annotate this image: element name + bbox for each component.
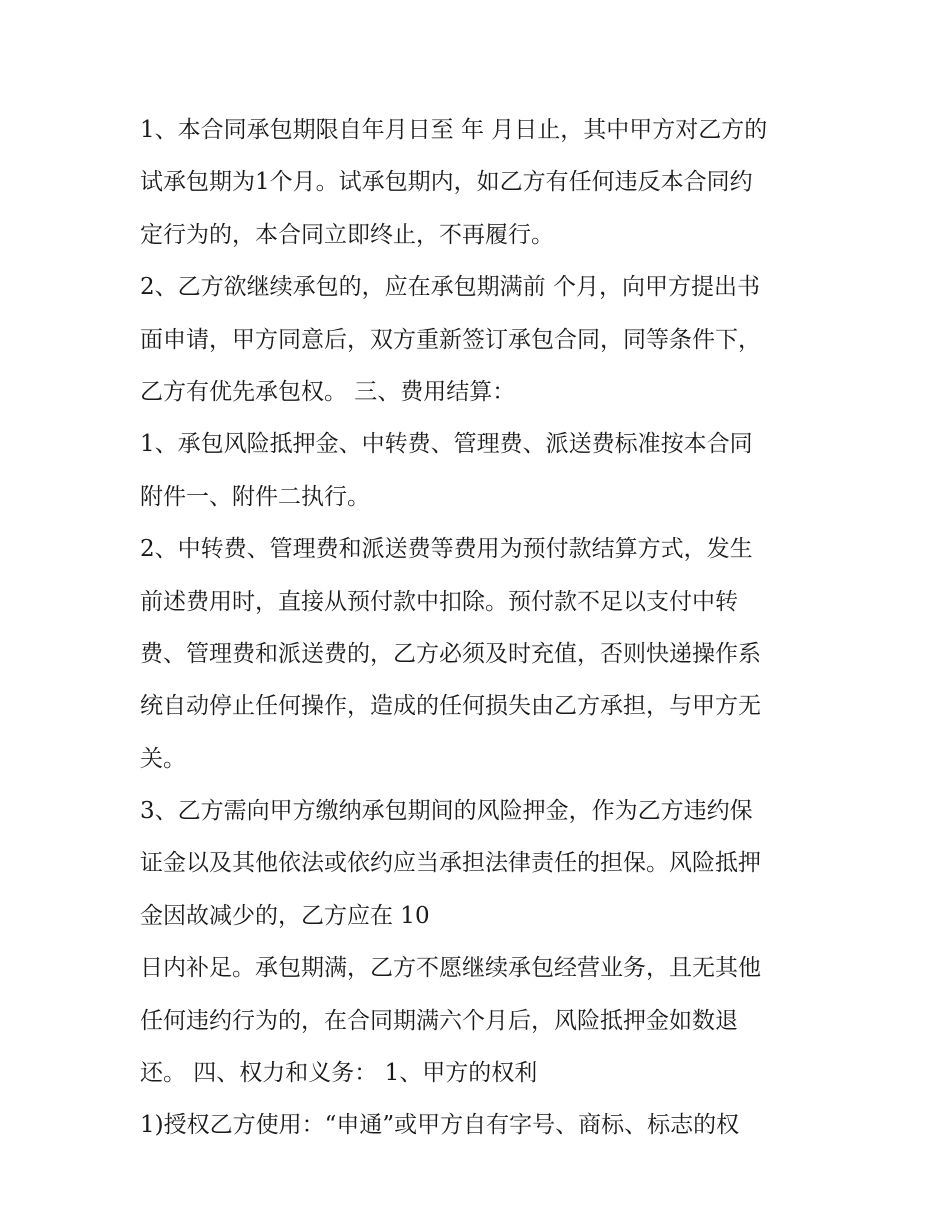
text-line: 乙方有优先承包权。 三、费用结算： — [140, 378, 516, 405]
text-line: 2、乙方欲继续承包的，应在承包期满前 个月，向甲方提出书 — [140, 274, 760, 301]
text-line: 1)授权乙方使用：“申通”或甲方自有字号、商标、标志的权 — [140, 1112, 740, 1139]
text-line: 3、乙方需向甲方缴纳承包期间的风险押金，作为乙方违约保 — [140, 798, 753, 825]
text-line: 面申请，甲方同意后，双方重新签订承包合同，同等条件下， — [140, 326, 761, 353]
text-line: 任何违约行为的，在合同期满六个月后，风险抵押金如数退 — [140, 1007, 738, 1034]
text-line: 费、管理费和派送费的，乙方必须及时充值，否则快递操作系 — [140, 640, 761, 667]
document-body — [140, 104, 820, 1152]
text-line: 统自动停止任何操作，造成的任何损失由乙方承担，与甲方无 — [140, 693, 761, 720]
text-line: 1、本合同承包期限自年月日至 年 月日止，其中甲方对乙方的 — [140, 117, 768, 143]
text-line: 附件一、附件二执行。 — [140, 483, 370, 510]
text-line: 关。 — [140, 745, 186, 772]
text-line: 日内补足。承包期满，乙方不愿继续承包经营业务，且无其他 — [140, 955, 761, 982]
text-line: 定行为的，本合同立即终止，不再履行。 — [140, 221, 554, 248]
text-line: 试承包期为1个月。试承包期内，如乙方有任何违反本合同约 — [140, 169, 753, 196]
text-line: 证金以及其他依法或依约应当承担法律责任的担保。风险抵押 — [140, 850, 761, 877]
text-line: 2、中转费、管理费和派送费等费用为预付款结算方式，发生 — [140, 536, 753, 563]
text-line: 前述费用时，直接从预付款中扣除。预付款不足以支付中转 — [140, 588, 738, 615]
text-line: 还。 四、权力和义务： 1、甲方的权利 — [140, 1060, 538, 1087]
text-line: 1、承包风险抵押金、中转费、管理费、派送费标准按本合同 — [140, 431, 753, 458]
text-line: 金因故减少的，乙方应在 10 — [140, 902, 430, 929]
